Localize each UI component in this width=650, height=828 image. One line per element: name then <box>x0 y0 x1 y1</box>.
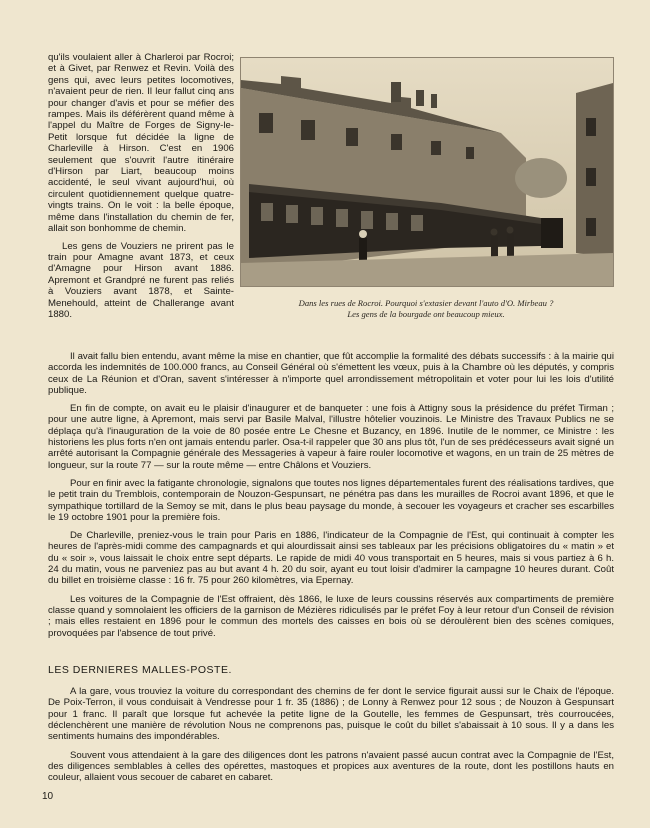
historical-photo <box>240 57 614 287</box>
street-train-photo <box>241 58 613 286</box>
body-paragraph: A la gare, vous trouviez la voiture du correspondant des chemins de fer dont le service figurait aussi sur le Chaix de l'époque. De Poix-Terron, il vous conduisait à Vendresse pour 1 fr. 35 (1886) ; de Lonny à Renwez pour 12 sous ; de Nouzon à Gespunsart pour 1 franc. Il paraît que lorsque fut achevée la petite ligne de la Goutelle, les femmes de Gespunsart, très courroucées, déclenchèrent une manière de révolution Nous ne comprenons pas, puisque le coût du billet s'abaissait à 10 sous. Il y a dans les sentiments humains des impondérables. <box>48 686 614 743</box>
body-paragraph: Pour en finir avec la fatigante chronologie, signalons que toutes nos lignes départementales furent des réalisations tardives, que le petit train du Tremblois, contemporain de Nouzon-Gespunsart, ne pénétra pas dans les murailles de Rocroi avant 1896, et que le sympathique tortillard de la Semoy se mit, dans le plus beau paysage du monde, à secouer les voyageurs et cracher ses escarbilles le 19 octobre 1901 pour la première fois. <box>48 477 614 523</box>
section-heading: LES DERNIERES MALLES-POSTE. <box>48 663 232 676</box>
body-paragraph: Les voitures de la Compagnie de l'Est offraient, dès 1866, le luxe de leurs coussins réservés aux compartiments de première classe quand y somnolaient les officiers de la garnison de Mézières ridiculisés par le préfet Foy à leur retour d'un Conseil de révision ; mais elles restaient en 1896 pour le commun des mortels des caisses en bois où se déroulèrent bien des scènes comiques, provoquées par l'absence de tout privé. <box>48 593 614 639</box>
body-paragraph: Il avait fallu bien entendu, avant même la mise en chantier, que fût accomplie la formalité des débats successifs : à la mairie qui accorda les indemnités de 100.000 francs, au Conseil Général où s'émettent les vœux, puis à la Chambre où les députés, y compris ceux de La Réunion et d'Oran, savent s'intéresser à n'importe quel arrondissement métropolitain et voter pour lui les lois d'utilité publique. <box>48 351 614 396</box>
left-column-text <box>48 52 234 320</box>
body-paragraph: Souvent vous attendaient à la gare des diligences dont les patrons n'avaient passé aucun contrat avec la Compagnie de l'Est, des diligences semblables à celles des opérettes, mastoques et propices aux aventures de la route, dont les postillons hauts en couleur, allaient vous secouer de cabaret en cabaret. <box>48 749 614 784</box>
main-body-text <box>48 351 614 791</box>
left-paragraph: Les gens de Vouziers ne prirent pas le train pour Amagne avant 1873, et ceux d'Amagne pour Hirson avant 1886. Apremont et Grandpré ne furent pas reliés à Vouziers avant 1878, et Sainte-Menehould, atteint de Challerange avant 1880. <box>48 240 234 320</box>
body-paragraph: En fin de compte, on avait eu le plaisir d'inaugurer et de banqueter : une fois à Attigny sous la présidence du préfet Tirman ; pour une autre ligne, à Apremont, mais servi par Basile Malval, l'illustre hôtelier vouzinois. Le Ministre des Travaux Publics ne se déplaça qu'à l'inauguration de la voie de 80 posée entre Le Chesne et Buzancy, en 1896. Inutile de le nommer, ce Ministre : les historiens les plus forts n'en ont jamais entendu parler. Osa-t-il rappeler que 30 ans plus tôt, l'un de ses prédécesseurs avait signé un arrêté autorisant la Compagnie générale des Messageries à vapeur à faire rouler locomotive et wagons, en un train de 25 mètres de longueur, sur la route 77 — sur la route même — entre Châlons et Vouziers. <box>48 403 614 471</box>
page-number: 10 <box>42 791 54 802</box>
left-paragraph: qu'ils voulaient aller à Charleroi par Rocroi; et à Givet, par Renwez et Revin. Voilà des gens qui, avec leurs petites locomotives, n'avaient peur de rien. Il leur fallut cinq ans pour changer d'avis et pour se méfier des rampes. Mais ils déférèrent quand même à l'appel du Maître de Forges de Signy-le-Petit lorsque fut décidée la ligne de Charleville à Hirson. C'est en 1906 seulement que s'ouvrit l'autre itinéraire d'Hirson par Liart, beaucoup moins accidenté, le seul vivant aujourd'hui, où circulent quotidiennement quelque quatre-vingts trains. On le voit : la belle époque, même dans l'installation du chemin de fer, allait son bonhomme de chemin. <box>48 52 234 235</box>
photo-caption <box>240 298 612 319</box>
caption-line: Dans les rues de Rocroi. Pourquoi s'extasier devant l'auto d'O. Mirbeau ? <box>298 298 554 308</box>
body-paragraph: De Charleville, preniez-vous le train pour Paris en 1886, l'indicateur de la Compagnie de l'Est, qui continuait à compter les heures de l'après-midi comme des campagnards et qui alourdissait ainsi ses tableaux par les précisions obligatoires du « matin » et du « soir », vous laissait le choix entre sept départs. Le rapide de midi 40 vous transportait en 5 heures, mais si vous partiez à 6 h. 24 du matin, vous ne parveniez pas au but avant 4 h. 20 du soir, ayant eu tout loisir d'admirer la campagne 10 heures durant. Coût du billet en troisième classe : 16 fr. 75 pour 260 kilomètres, via Epernay. <box>48 530 614 587</box>
caption-line: Les gens de la bourgade ont beaucoup mieux. <box>347 308 505 319</box>
